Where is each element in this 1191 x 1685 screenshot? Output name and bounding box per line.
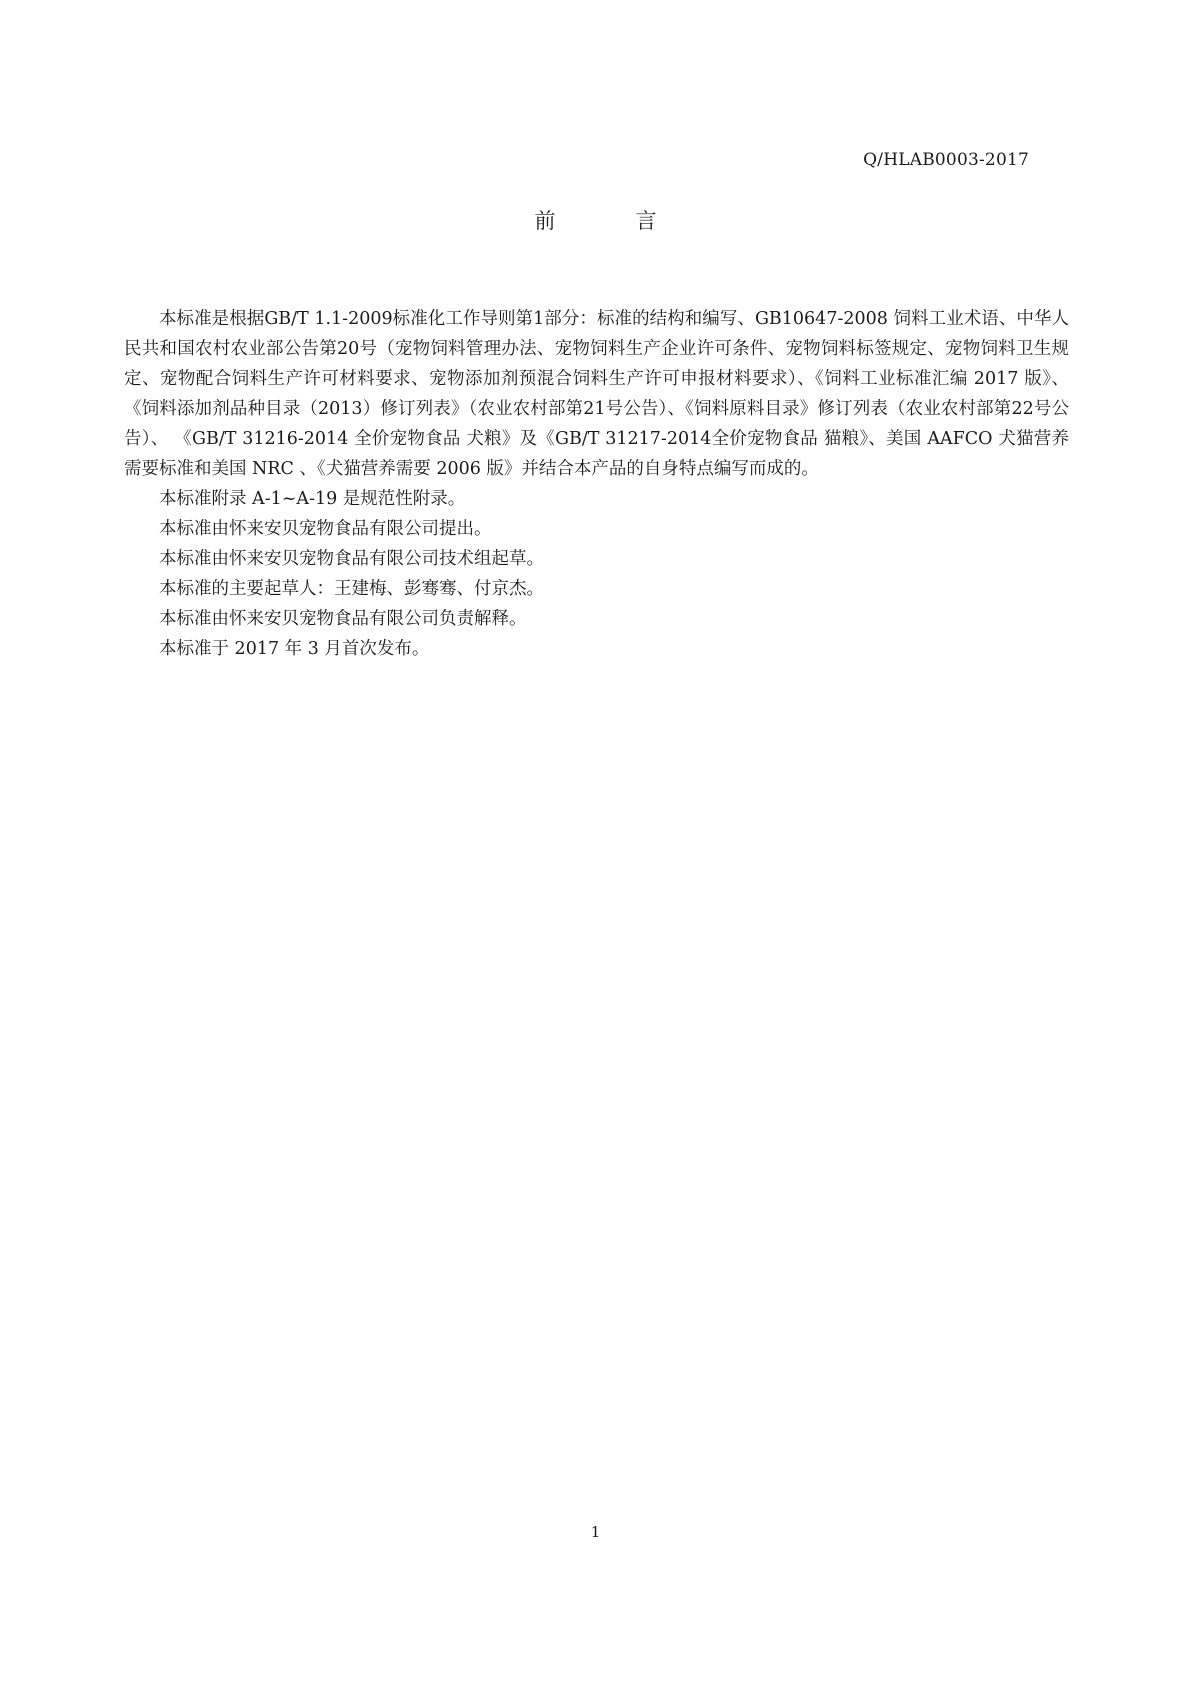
paragraph-release: 本标准于 2017 年 3 月首次发布。 [159, 639, 430, 659]
page-number: 1 [590, 1523, 601, 1541]
paragraph-basis: 本标准是根据GB/T 1.1-2009标准化工作导则第1部分：标准的结构和编写、GB10647-2008 饲料工业术语、中华人民共和国农村农业部公告第20号（宠物饲料管理办法、宠物饲料生产企业许可条件、宠物饲料标签规定、宠物饲料卫生规定、宠物配合饲料生产许可材料要求、宠物添加剂预混合饲料生产许可申报材料要求）、《饲料工业标准汇编 2017 版》、《饲料添加剂品种目录（2013）修订列表》（农业农村部第21号公告）、《饲料原料目录》修订列表（农业农村部第22号公告）、 《GB/T 31216-2014 全价宠物食品 犬粮》及《GB/T 31217-2014全价宠物食品 猫粮》、美国 AAFCO 犬猫营养需要标准和美国 NRC 、《犬猫营养需要 2006 版》并结合本产品的自身特点编写而成的。 [124, 309, 1069, 479]
foreword-body [124, 304, 1069, 664]
paragraph-proposer: 本标准由怀来安贝宠物食品有限公司提出。 [159, 519, 492, 539]
page-title [0, 205, 1191, 235]
paragraph-drafters: 本标准的主要起草人：王建梅、彭骞骞、付京杰。 [159, 579, 544, 599]
paragraph-drafter-org: 本标准由怀来安贝宠物食品有限公司技术组起草。 [159, 549, 544, 569]
document-code: Q/HLAB0003-2017 [863, 150, 1029, 170]
paragraph-interpretation: 本标准由怀来安贝宠物食品有限公司负责解释。 [159, 609, 527, 629]
title-char-1: 前 [534, 209, 556, 233]
paragraph-appendix: 本标准附录 A-1~A-19 是规范性附录。 [159, 489, 466, 509]
title-char-2: 言 [635, 209, 657, 233]
